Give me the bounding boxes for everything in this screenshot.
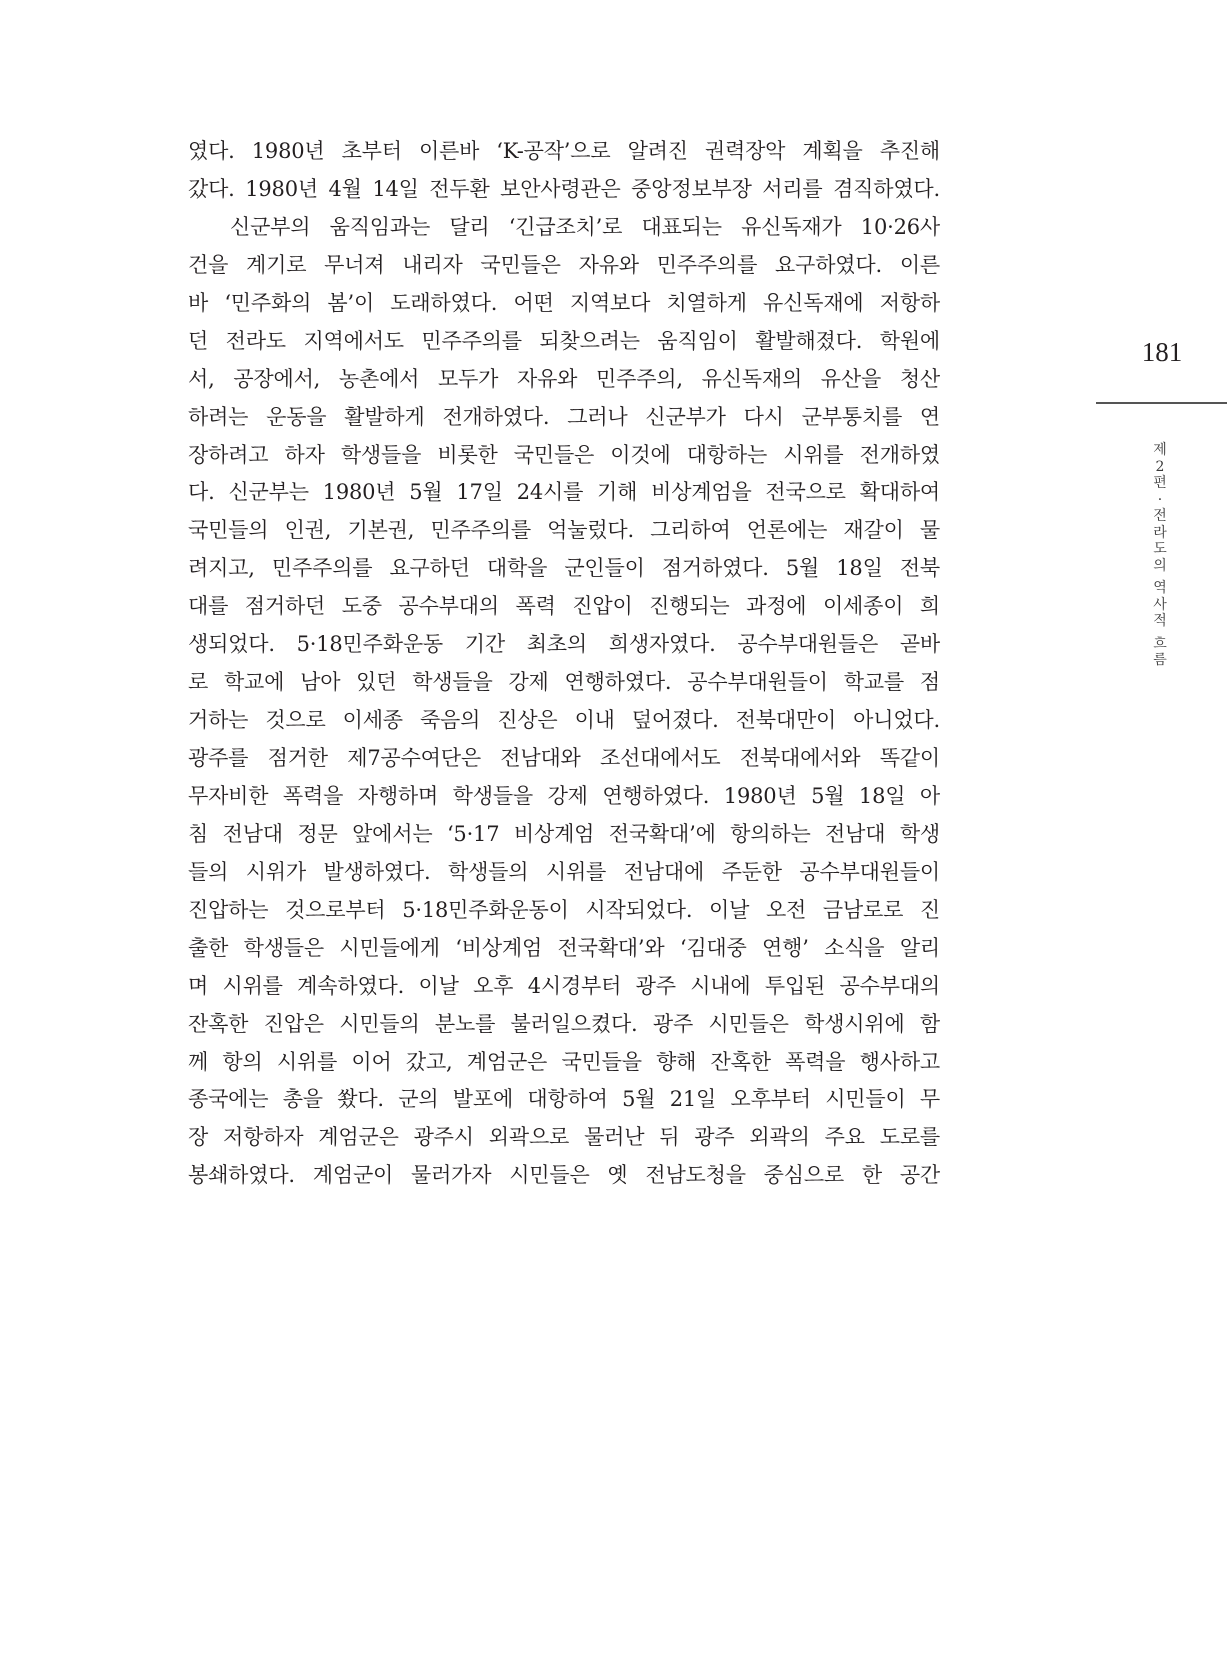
text-line: 국민들의 인권, 기본권, 민주주의를 억눌렀다. 그리하여 언론에는 재갈이 물 — [188, 518, 940, 543]
text-line: 잔혹한 진압은 시민들의 분노를 불러일으켰다. 광주 시민들은 학생시위에 함 — [188, 1011, 940, 1036]
text-line: 장하려고 하자 학생들을 비롯한 국민들은 이것에 대항하는 시위를 전개하였 — [188, 442, 940, 467]
text-line: 봉쇄하였다. 계엄군이 물러가자 시민들은 옛 전남도청을 중심으로 한 공간 — [188, 1163, 940, 1188]
text-line: 갔다. 1980년 4월 14일 전두환 보안사령관은 중앙정보부장 서리를 겸직하였다. — [188, 176, 940, 201]
page-number: 181 — [1141, 337, 1183, 367]
margin-divider — [1096, 402, 1227, 404]
running-head-char: 도 — [1153, 541, 1167, 557]
text-line: 다. 신군부는 1980년 5월 17일 24시를 기해 비상계엄을 전국으로 확대하여 — [188, 480, 940, 505]
text-line: 광주를 점거한 제7공수여단은 전남대와 조선대에서도 전북대에서와 똑같이 — [188, 746, 940, 770]
text-line: 진압하는 것으로부터 5·18민주화운동이 시작되었다. 이날 오전 금남로로 진 — [188, 897, 940, 922]
running-head-char: 사 — [1153, 596, 1167, 613]
text-line: 로 학교에 남아 있던 학생들을 강제 연행하였다. 공수부대원들이 학교를 점 — [188, 670, 940, 695]
running-head-char: 흐 — [1153, 635, 1167, 652]
text-line: 침 전남대 정문 앞에서는 ‘5·17 비상계엄 전국확대’에 항의하는 전남대 학생 — [188, 821, 940, 846]
text-line: 거하는 것으로 이세종 죽음의 진상은 이내 덮어졌다. 전북대만이 아니었다. — [188, 708, 940, 733]
text-line: 생되었다. 5·18민주화운동 기간 최초의 희생자였다. 공수부대원들은 곧바 — [188, 632, 940, 657]
running-head-char: 2 — [1155, 458, 1165, 475]
text-line: 던 전라도 지역에서도 민주주의를 되찾으려는 움직임이 활발해졌다. 학원에 — [188, 328, 940, 353]
running-head-char: 라 — [1153, 524, 1167, 541]
text-line: 들의 시위가 발생하였다. 학생들의 시위를 전남대에 주둔한 공수부대원들이 — [188, 859, 940, 884]
text-line: 며 시위를 계속하였다. 이날 오후 4시경부터 광주 시내에 투입된 공수부대의 — [188, 973, 940, 998]
running-head-char: 의 — [1153, 557, 1167, 574]
running-head-char: 역 — [1153, 580, 1167, 596]
text-line: 서, 공장에서, 농촌에서 모두가 자유와 민주주의, 유신독재의 유산을 청산 — [188, 366, 940, 391]
running-head-char: 름 — [1153, 652, 1167, 668]
text-line: 출한 학생들은 시민들에게 ‘비상계엄 전국확대’와 ‘김대중 연행’ 소식을 알리 — [188, 935, 940, 960]
running-head-char: 전 — [1153, 508, 1167, 524]
text-line: 건을 계기로 무너져 내리자 국민들은 자유와 민주주의를 요구하였다. 이른 — [188, 252, 940, 277]
running-head-char: · — [1157, 491, 1163, 508]
paragraph-start-line: 신군부의 움직임과는 달리 ‘긴급조치’로 대표되는 유신독재가 10·26사 — [230, 214, 940, 239]
text-line: 장 저항하자 계엄군은 광주시 외곽으로 물러난 뒤 광주 외곽의 주요 도로를 — [188, 1125, 940, 1150]
text-line: 종국에는 총을 쐈다. 군의 발포에 대항하여 5월 21일 오후부터 시민들이 무 — [188, 1087, 940, 1112]
text-line: 였다. 1980년 초부터 이른바 ‘K-공작’으로 알려진 권력장악 계획을 추진해 — [188, 139, 940, 163]
text-line: 무자비한 폭력을 자행하며 학생들을 강제 연행하였다. 1980년 5월 18일 아 — [188, 783, 940, 808]
text-line: 려지고, 민주주의를 요구하던 대학을 군인들이 점거하였다. 5월 18일 전북 — [188, 556, 940, 581]
body-text — [188, 133, 940, 1195]
text-line: 대를 점거하던 도중 공수부대의 폭력 진압이 진행되는 과정에 이세종이 희 — [188, 594, 940, 619]
text-line: 바 ‘민주화의 봄’이 도래하였다. 어떤 지역보다 치열하게 유신독재에 저항하 — [188, 290, 940, 315]
text-line: 하려는 운동을 활발하게 전개하였다. 그러나 신군부가 다시 군부통치를 연 — [188, 404, 940, 429]
running-head-char: 제 — [1153, 442, 1167, 458]
running-head-char: 적 — [1153, 613, 1167, 629]
running-head-vertical — [1148, 442, 1172, 669]
running-head-char: 편 — [1153, 475, 1167, 491]
text-line: 께 항의 시위를 이어 갔고, 계엄군은 국민들을 향해 잔혹한 폭력을 행사하고 — [188, 1049, 940, 1074]
